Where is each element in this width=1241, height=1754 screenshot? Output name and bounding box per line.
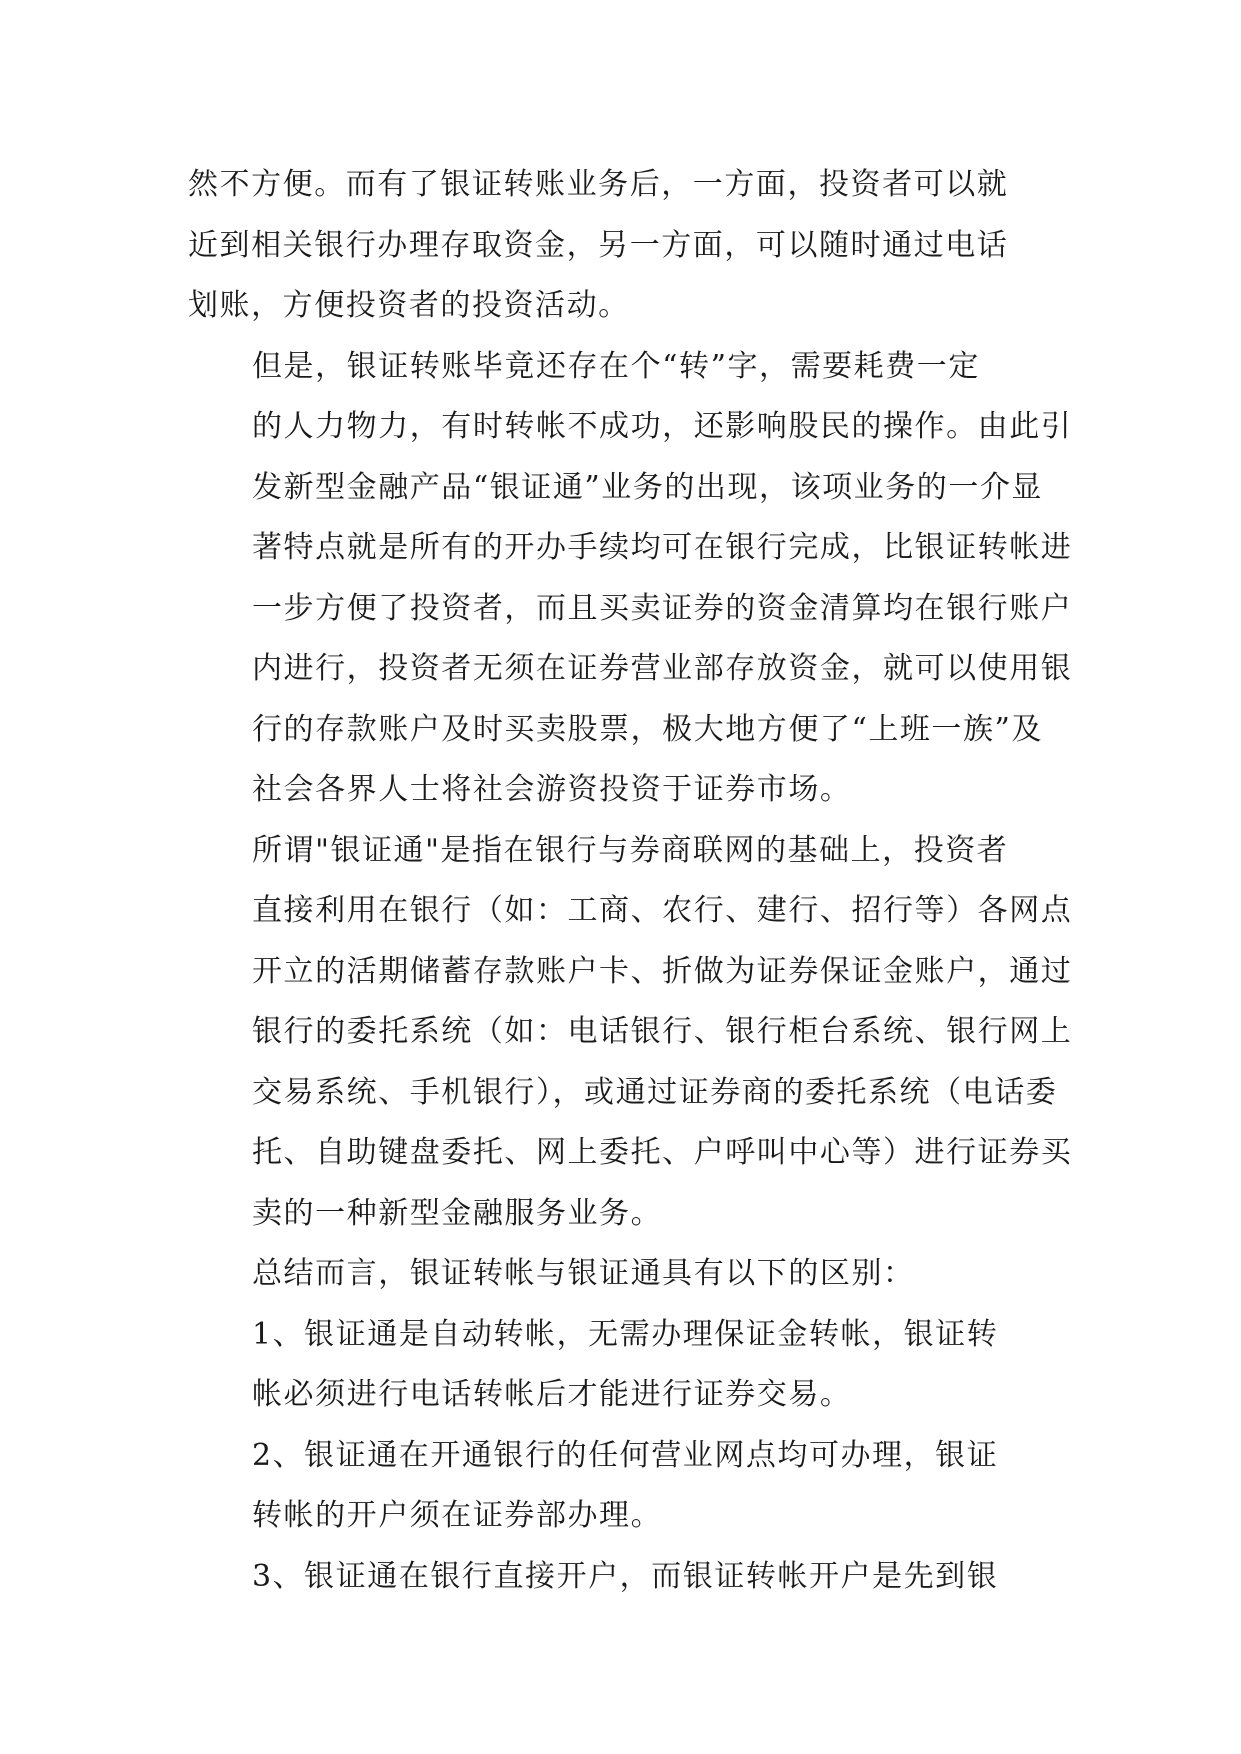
text-line: 社会各界人士将社会游资投资于证券市场。 — [252, 772, 852, 807]
text-line: 托、自助键盘委托、网上委托、户呼叫中心等）进行证券买 — [252, 1135, 1073, 1170]
text-line: 的人力物力，有时转帐不成功，还影响股民的操作。由此引 — [252, 409, 1073, 444]
paragraph — [188, 1305, 1056, 1426]
text-line: 然不方便。而有了银证转账业务后，一方面，投资者可以就 — [188, 167, 1009, 202]
text-line: 划账，方便投资者的投资活动。 — [188, 288, 630, 323]
text-line: 行的存款账户及时买卖股票，极大地方便了“上班一族”及 — [252, 711, 1043, 747]
text-line: 交易系统、手机银行），或通过证券商的委托系统（电话委 — [252, 1074, 1058, 1110]
paragraph — [188, 1426, 1056, 1547]
text-line: 内进行，投资者无须在证券营业部存放资金，就可以使用银 — [252, 651, 1073, 686]
text-line: 2、银证通在开通银行的任何营业网点均可办理，银证 — [252, 1437, 999, 1473]
text-line: 总结而言，银证转帐与银证通具有以下的区别： — [252, 1256, 915, 1291]
document-body — [188, 155, 1073, 1607]
paragraph — [188, 1244, 1056, 1305]
paragraph — [188, 337, 1073, 821]
text-line: 银行的委托系统（如：电话银行、银行柜台系统、银行网上 — [252, 1014, 1073, 1049]
text-line: 3、银证通在银行直接开户，而银证转帐开户是先到银 — [252, 1558, 999, 1594]
paragraph — [188, 155, 1056, 337]
text-line: 卖的一种新型金融服务业务。 — [252, 1195, 663, 1231]
text-line: 1、银证通是自动转帐，无需办理保证金转帐，银证转 — [252, 1316, 999, 1352]
text-line: 转帐的开户须在证券部办理。 — [252, 1498, 663, 1533]
text-line: 所谓"银证通"是指在银行与券商联网的基础上，投资者 — [252, 832, 1009, 868]
text-line: 一步方便了投资者，而且买卖证券的资金清算均在银行账户 — [252, 590, 1073, 626]
text-line: 开立的活期储蓄存款账户卡、折做为证券保证金账户，通过 — [252, 953, 1073, 989]
paragraph — [188, 821, 1073, 1245]
text-line: 直接利用在银行（如：工商、农行、建行、招行等）各网点 — [252, 893, 1073, 928]
text-line: 帐必须进行电话转帐后才能进行证券交易。 — [252, 1377, 852, 1412]
paragraph — [188, 1547, 1056, 1608]
text-line: 发新型金融产品“银证通”业务的出现，该项业务的一介显 — [252, 469, 1043, 505]
text-line: 著特点就是所有的开办手续均可在银行完成，比银证转帐进 — [252, 530, 1073, 565]
text-line: 但是，银证转账毕竟还存在个“转”字，需要耗费一定 — [252, 348, 980, 384]
text-line: 近到相关银行办理存取资金，另一方面，可以随时通过电话 — [188, 227, 1009, 263]
